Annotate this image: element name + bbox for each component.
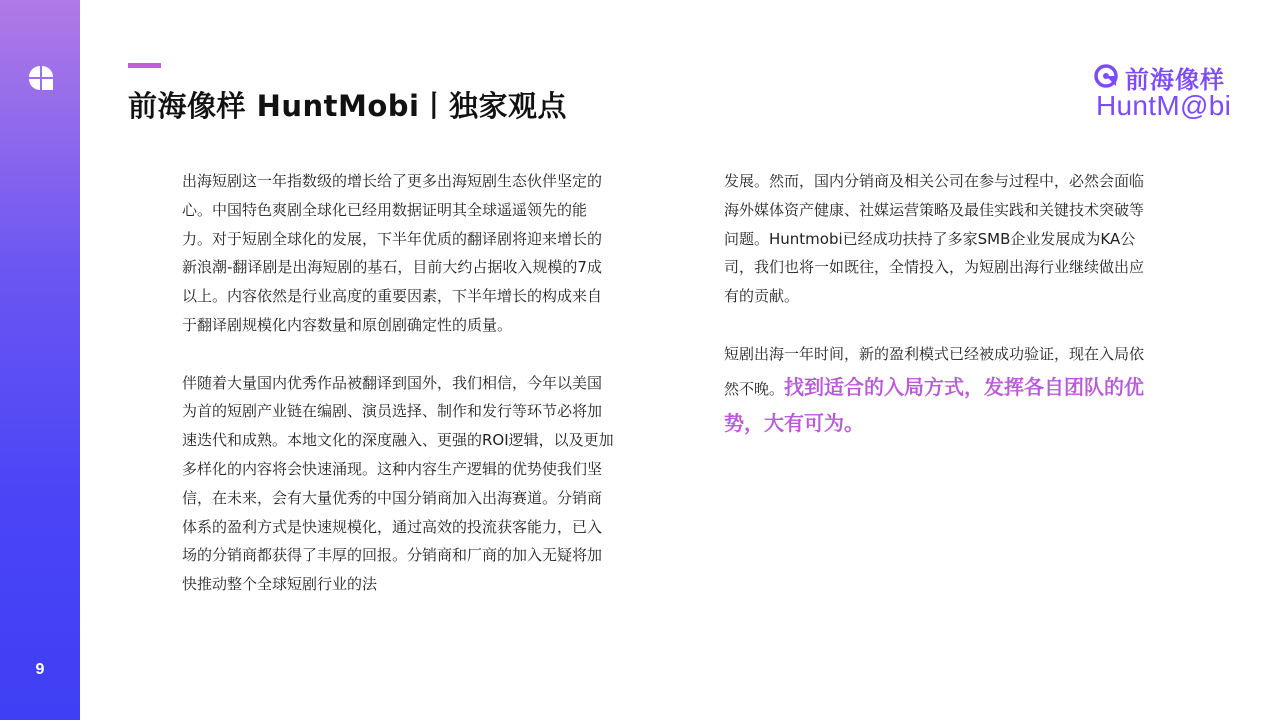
right-paragraph-2-text: 短剧出海一年时间，新的盈利模式已经被成功验证，现在入局依然不晚。 [724, 344, 1145, 398]
right-column [724, 167, 1156, 441]
q-bubble-icon [1092, 62, 1122, 92]
page-number: 9 [35, 661, 45, 678]
title-accent-bar [128, 63, 161, 68]
page-title: 前海像样 HuntMobi丨独家观点 [128, 89, 568, 123]
brand-name-en: HuntM@bi [1096, 90, 1232, 121]
sidebar [0, 0, 80, 720]
right-paragraph-2 [724, 340, 1156, 441]
brand-top-row [1092, 60, 1225, 94]
petal-logo-icon [27, 64, 55, 92]
left-column [182, 167, 614, 599]
brand-name-cn: 前海像样 [1125, 65, 1225, 94]
brand-logo [1092, 60, 1252, 126]
highlight-text: 找到适合的入局方式，发挥各自团队的优势，大有可为。 [724, 374, 1145, 435]
left-paragraph-2: 伴随着大量国内优秀作品被翻译到国外，我们相信，今年以美国为首的短剧产业链在编剧、演员选择、制作和发行等环节必将加速迭代和成熟。本地文化的深度融入、更强的ROI逻辑，以及更加多样化的内容将会快速涌现。这种内容生产逻辑的优势使我们坚信，在未来，会有大量优秀的中国分销商加入出海赛道。分销商体系的盈利方式是快速规模化，通过高效的投流获客能力，已入场的分销商都获得了丰厚的回报。分销商和厂商的加入无疑将加快推动整个全球短剧行业的法 [182, 373, 614, 594]
left-paragraph-1: 出海短剧这一年指数级的增长给了更多出海短剧生态伙伴坚定的心。中国特色爽剧全球化已经用数据证明其全球遥遥领先的能力。对于短剧全球化的发展，下半年优质的翻译剧将迎来增长的新浪潮-翻译剧是出海短剧的基石，目前大约占据收入规模的7成以上。内容依然是行业高度的重要因素，下半年增长的构成来自于翻译剧规模化内容数量和原创剧确定性的质量。 [182, 172, 603, 334]
right-paragraph-1: 发展。然而，国内分销商及相关公司在参与过程中，必然会面临海外媒体资产健康、社媒运营策略及最佳实践和关键技术突破等问题。Huntmobi已经成功扶持了多家SMB企业发展成为KA公司，我们也将一如既往，全情投入，为短剧出海行业继续做出应有的贡献。 [724, 172, 1145, 306]
